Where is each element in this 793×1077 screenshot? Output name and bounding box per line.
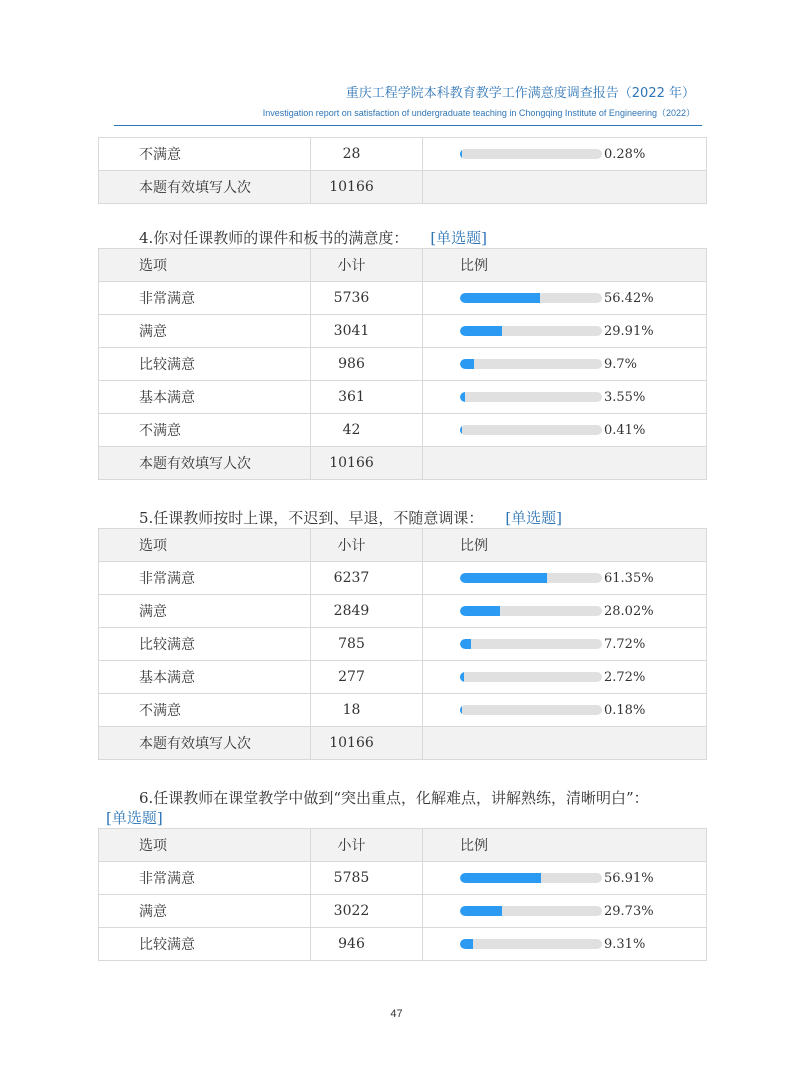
- count-cell: 42: [311, 414, 423, 447]
- ratio-cell: [423, 562, 707, 595]
- option-label: 满意: [99, 895, 311, 928]
- column-header-count: 小计: [311, 249, 423, 282]
- progress-bar: [460, 639, 602, 649]
- table-row: [99, 895, 707, 928]
- ratio-cell: [423, 628, 707, 661]
- count-cell: 986: [311, 348, 423, 381]
- question-type-tag: [单选题]: [505, 509, 563, 527]
- count-cell: 785: [311, 628, 423, 661]
- column-header-option: 选项: [99, 829, 311, 862]
- progress-bar: [460, 425, 602, 435]
- table-row: [99, 928, 707, 961]
- q4-table: [98, 248, 707, 480]
- percent-label: 61.35%: [604, 570, 654, 586]
- table-row: [99, 282, 707, 315]
- table-row: [99, 628, 707, 661]
- table-row: [99, 694, 707, 727]
- count-cell: 3041: [311, 315, 423, 348]
- progress-bar: [460, 149, 602, 159]
- count-cell: 3022: [311, 895, 423, 928]
- percent-label: 7.72%: [604, 636, 646, 652]
- option-label: 非常满意: [99, 862, 311, 895]
- progress-bar: [460, 573, 602, 583]
- count-cell: 946: [311, 928, 423, 961]
- progress-bar: [460, 392, 602, 402]
- table-header: [99, 829, 707, 862]
- option-label: 比较满意: [99, 928, 311, 961]
- progress-bar: [460, 873, 602, 883]
- ratio-cell: [423, 928, 707, 961]
- progress-bar: [460, 705, 602, 715]
- question-title: 5.任课教师按时上课，不迟到、早退，不随意调课： [单选题]: [139, 509, 563, 527]
- table-row: [99, 138, 707, 171]
- column-header-ratio: 比例: [423, 829, 707, 862]
- column-header-option: 选项: [99, 249, 311, 282]
- total-row: [99, 171, 707, 204]
- column-header-option: 选项: [99, 529, 311, 562]
- progress-bar: [460, 326, 602, 336]
- table-row: [99, 348, 707, 381]
- percent-label: 0.28%: [604, 146, 646, 162]
- count-cell: 277: [311, 661, 423, 694]
- option-label: 基本满意: [99, 661, 311, 694]
- count-cell: 361: [311, 381, 423, 414]
- column-header-ratio: 比例: [423, 529, 707, 562]
- count-cell: 5785: [311, 862, 423, 895]
- page-header-subtitle: Investigation report on satisfaction of undergraduate teaching in Chongqing Institute of Engineering（2022）: [262, 108, 695, 118]
- table-row: [99, 381, 707, 414]
- percent-label: 0.41%: [604, 422, 646, 438]
- table-header: [99, 529, 707, 562]
- option-label: 比较满意: [99, 348, 311, 381]
- total-count: 10166: [311, 727, 423, 760]
- progress-bar: [460, 906, 602, 916]
- total-label: 本题有效填写人次: [99, 171, 311, 204]
- option-label: 非常满意: [99, 562, 311, 595]
- count-cell: 2849: [311, 595, 423, 628]
- total-label: 本题有效填写人次: [99, 447, 311, 480]
- total-count: 10166: [311, 171, 423, 204]
- ratio-cell: [423, 138, 707, 171]
- percent-label: 29.91%: [604, 323, 654, 339]
- column-header-count: 小计: [311, 529, 423, 562]
- progress-bar: [460, 939, 602, 949]
- percent-label: 28.02%: [604, 603, 654, 619]
- total-label: 本题有效填写人次: [99, 727, 311, 760]
- table-row: [99, 595, 707, 628]
- question-type-tag: [单选题]: [430, 229, 488, 247]
- count-cell: 18: [311, 694, 423, 727]
- percent-label: 29.73%: [604, 903, 654, 919]
- percent-label: 3.55%: [604, 389, 646, 405]
- percent-label: 56.91%: [604, 870, 654, 886]
- question-title: 6.任课教师在课堂教学中做到“突出重点，化解难点，讲解熟练，清晰明白”：: [139, 789, 649, 807]
- ratio-cell: [423, 414, 707, 447]
- option-label: 非常满意: [99, 282, 311, 315]
- ratio-cell: [423, 381, 707, 414]
- count-cell: 6237: [311, 562, 423, 595]
- progress-bar: [460, 359, 602, 369]
- percent-label: 2.72%: [604, 669, 646, 685]
- table-row: [99, 414, 707, 447]
- option-label: 基本满意: [99, 381, 311, 414]
- progress-bar: [460, 606, 602, 616]
- column-header-count: 小计: [311, 829, 423, 862]
- option-label: 满意: [99, 595, 311, 628]
- option-label: 比较满意: [99, 628, 311, 661]
- page-number: 47: [390, 1008, 403, 1020]
- ratio-cell: [423, 595, 707, 628]
- percent-label: 9.31%: [604, 936, 646, 952]
- question-title: 4.你对任课教师的课件和板书的满意度： [单选题]: [139, 229, 488, 247]
- option-label: 不满意: [99, 414, 311, 447]
- count-cell: 5736: [311, 282, 423, 315]
- progress-bar: [460, 293, 602, 303]
- ratio-cell: [423, 661, 707, 694]
- table-row: [99, 862, 707, 895]
- page-header-title: 重庆工程学院本科教育教学工作满意度调查报告（2022 年）: [345, 86, 695, 101]
- percent-label: 0.18%: [604, 702, 646, 718]
- q5-table: [98, 528, 707, 760]
- ratio-cell: [423, 694, 707, 727]
- ratio-cell: [423, 282, 707, 315]
- header-rule: [114, 125, 702, 126]
- q6-table: [98, 828, 707, 961]
- ratio-cell: [423, 348, 707, 381]
- table-row: [99, 562, 707, 595]
- table-row: [99, 661, 707, 694]
- column-header-ratio: 比例: [423, 249, 707, 282]
- q3-table-tail: [98, 137, 707, 204]
- count-cell: 28: [311, 138, 423, 171]
- percent-label: 56.42%: [604, 290, 654, 306]
- table-row: [99, 315, 707, 348]
- question-type-tag: [单选题]: [106, 809, 163, 827]
- ratio-cell: [423, 895, 707, 928]
- progress-bar: [460, 672, 602, 682]
- ratio-cell: [423, 862, 707, 895]
- table-header: [99, 249, 707, 282]
- option-label: 不满意: [99, 138, 311, 171]
- total-count: 10166: [311, 447, 423, 480]
- total-row: [99, 727, 707, 760]
- option-label: 不满意: [99, 694, 311, 727]
- total-row: [99, 447, 707, 480]
- percent-label: 9.7%: [604, 356, 638, 372]
- option-label: 满意: [99, 315, 311, 348]
- ratio-cell: [423, 315, 707, 348]
